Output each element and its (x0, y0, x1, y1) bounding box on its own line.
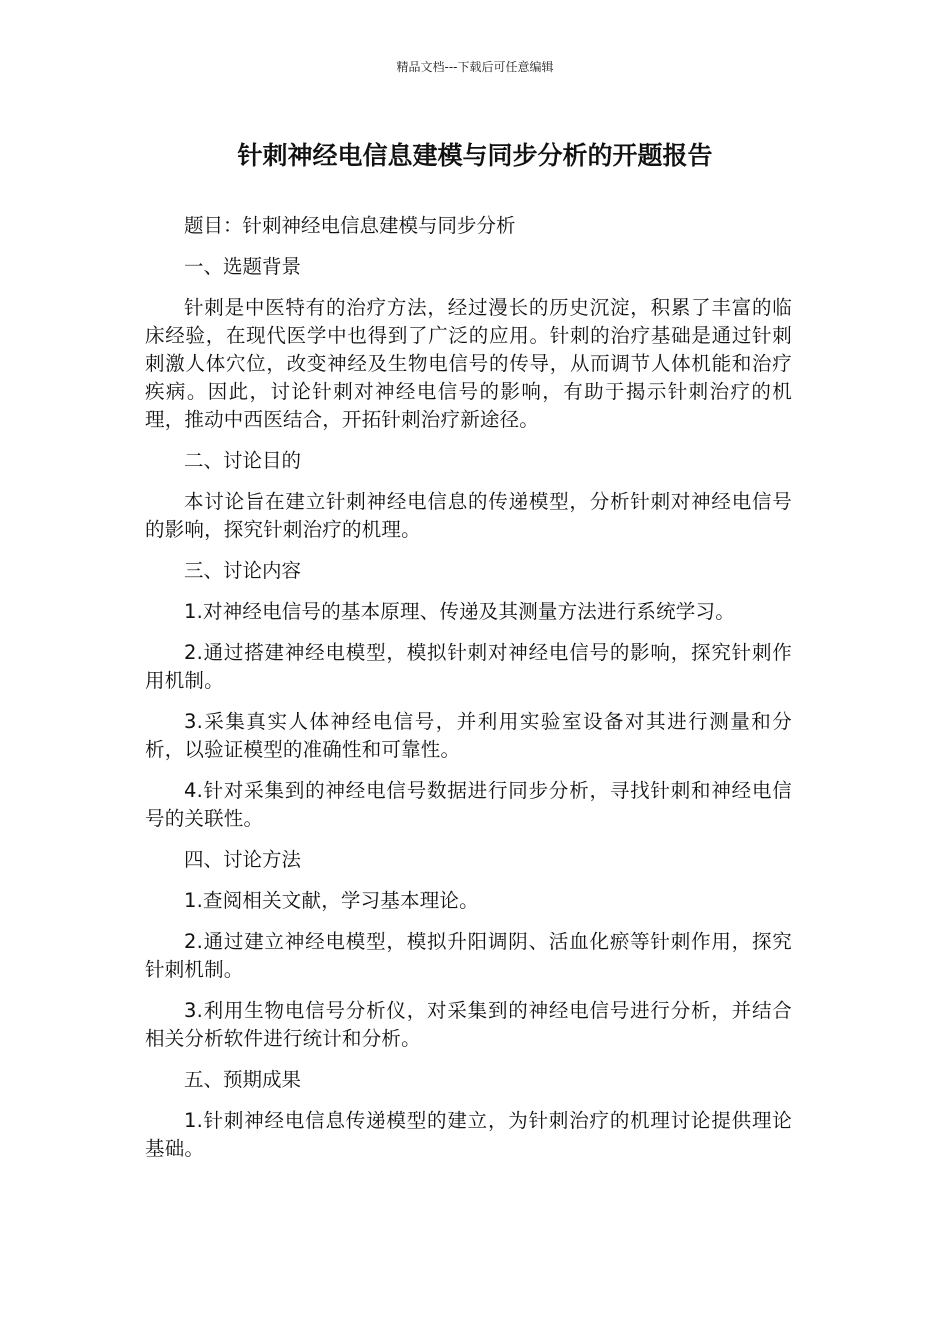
section-heading-background: 一、选题背景 (184, 255, 302, 278)
document-title: 针刺神经电信息建模与同步分析的开题报告 (237, 141, 713, 170)
content-item-1: 1.对神经电信号的基本原理、传递及其测量方法进行系统学习。 (184, 600, 735, 623)
methods-item-1: 1.查阅相关文献，学习基本理论。 (184, 889, 479, 912)
section-heading-results: 五、预期成果 (184, 1068, 302, 1091)
page-header-note: 精品文档---下载后可任意编辑 (396, 60, 554, 74)
subject-line: 题目：针刺神经电信息建模与同步分析 (184, 214, 516, 237)
content-item-3: 3.采集真实人体神经电信号，并利用实验室设备对其进行测量和分析，以验证模型的准确性和可靠性。 (145, 710, 792, 761)
methods-item-3: 3.利用生物电信号分析仪，对采集到的神经电信号进行分析，并结合相关分析软件进行统计和分析。 (145, 999, 792, 1050)
content-item-4: 4.针对采集到的神经电信号数据进行同步分析，寻找针刺和神经电信号的关联性。 (145, 779, 792, 830)
section-heading-methods: 四、讨论方法 (184, 848, 302, 871)
section-heading-purpose: 二、讨论目的 (184, 449, 302, 472)
background-paragraph: 针刺是中医特有的治疗方法，经过漫长的历史沉淀，积累了丰富的临床经验，在现代医学中也得到了广泛的应用。针刺的治疗基础是通过针刺刺激人体穴位，改变神经及生物电信号的传导，从而调节人体机能和治疗疾病。因此，讨论针刺对神经电信号的影响，有助于揭示针刺治疗的机理，推动中西医结合，开拓针刺治疗新途径。 (145, 296, 792, 431)
content-item-2: 2.通过搭建神经电模型，模拟针刺对神经电信号的影响，探究针刺作用机制。 (145, 641, 792, 692)
methods-item-2: 2.通过建立神经电模型，模拟升阳调阴、活血化瘀等针刺作用，探究针刺机制。 (145, 930, 792, 981)
results-item-1: 1.针刺神经电信息传递模型的建立，为针刺治疗的机理讨论提供理论基础。 (145, 1109, 792, 1160)
purpose-paragraph: 本讨论旨在建立针刺神经电信息的传递模型，分析针刺对神经电信号的影响，探究针刺治疗的机理。 (145, 490, 792, 541)
document-body (145, 212, 792, 1176)
section-heading-content: 三、讨论内容 (184, 559, 302, 582)
